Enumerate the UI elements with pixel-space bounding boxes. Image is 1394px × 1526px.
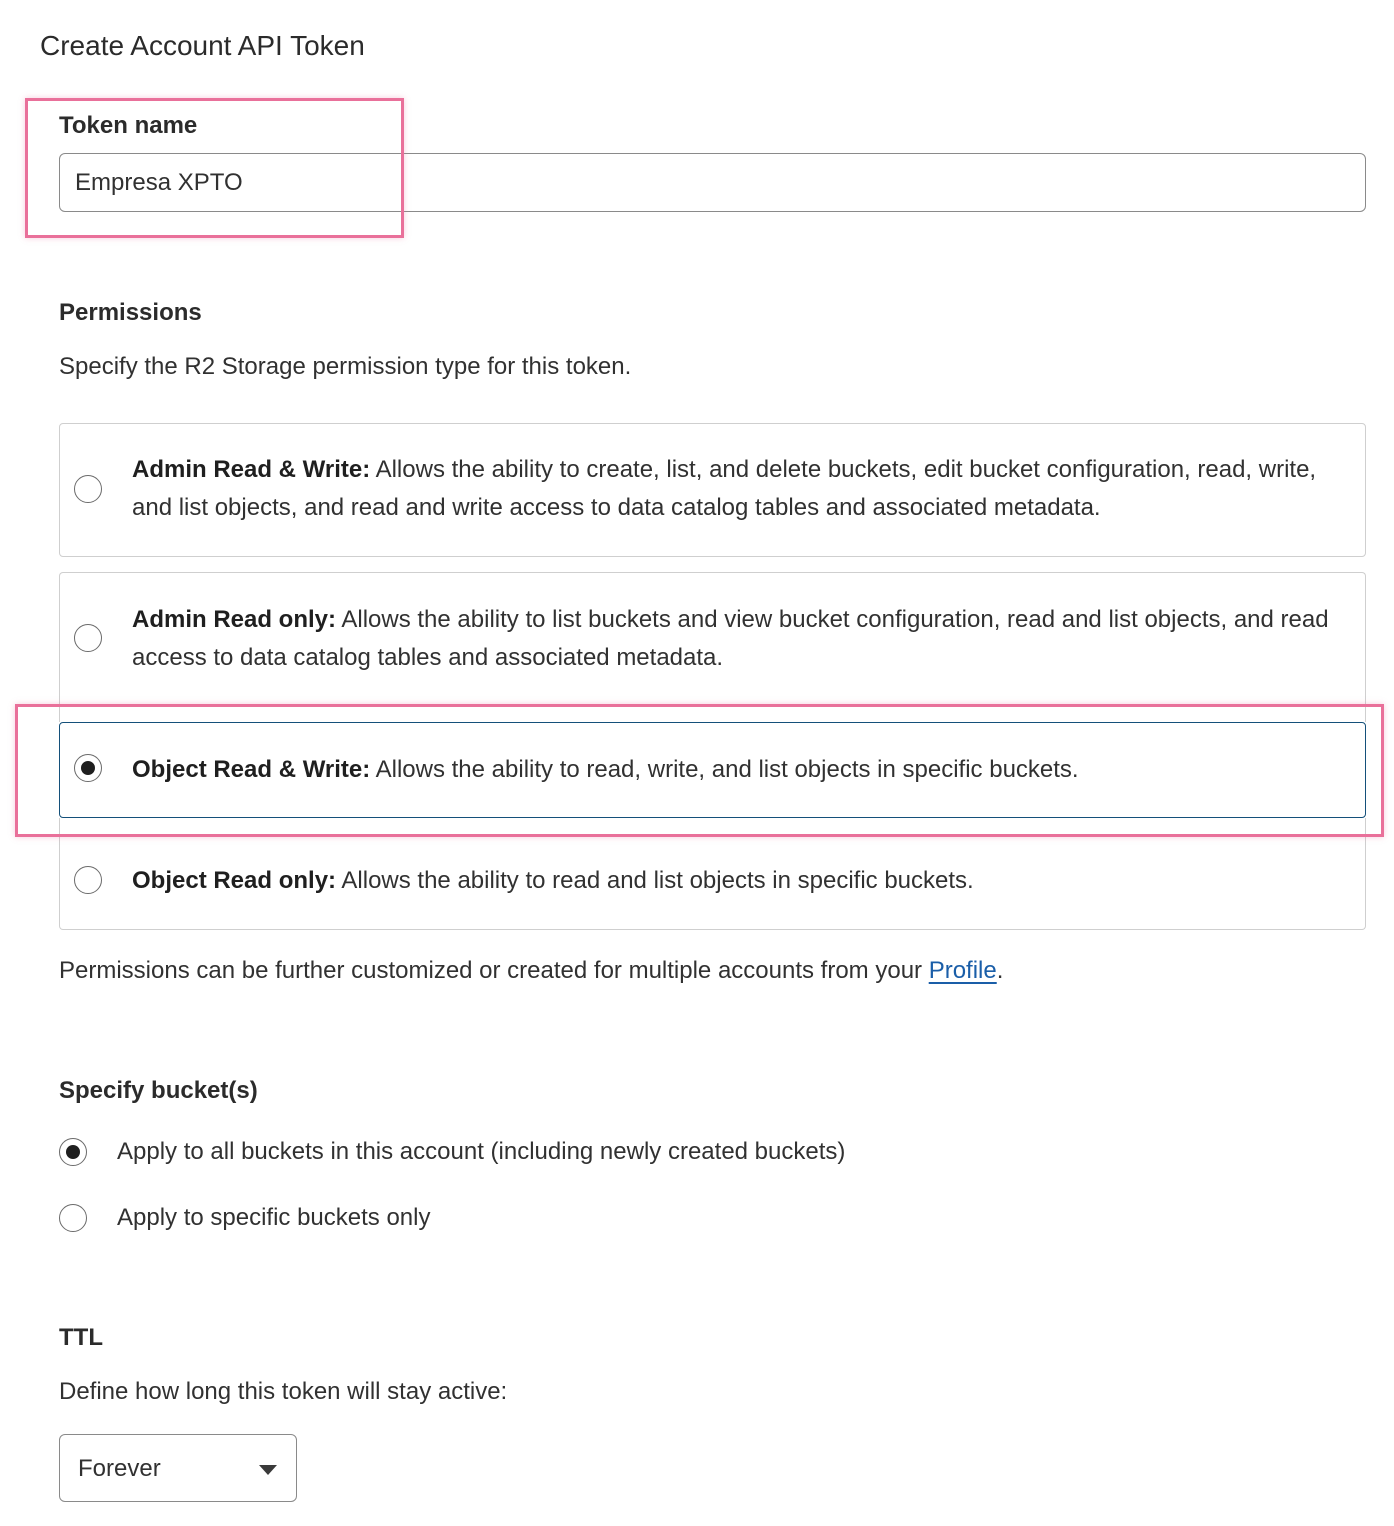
- permissions-footer: [59, 957, 1003, 985]
- radio-admin-read-only[interactable]: [74, 624, 102, 652]
- option-text-object-read-only: [132, 862, 1351, 900]
- profile-link[interactable]: Profile: [928, 957, 997, 984]
- chevron-down-icon: [259, 1465, 277, 1475]
- buckets-heading: Specify bucket(s): [59, 1077, 258, 1104]
- option-description: Allows the ability to list buckets and view bucket configuration, read and list objects, and read access to data catalog tables and associated metadata.: [132, 606, 1329, 671]
- radio-object-read-write[interactable]: [74, 754, 102, 782]
- permission-option-object-read-write[interactable]: [59, 722, 1366, 818]
- option-description: Allows the ability to create, list, and delete buckets, edit bucket configuration, read, write, and list objects, and read and write access to data catalog tables and associated metadata.: [132, 456, 1317, 521]
- permission-option-admin-read-only[interactable]: [59, 572, 1366, 722]
- option-text-object-read-write: [132, 751, 1351, 789]
- bucket-option-all-label: Apply to all buckets in this account (including newly created buckets): [117, 1138, 846, 1165]
- permission-option-admin-read-write[interactable]: [59, 423, 1366, 557]
- option-title: Admin Read & Write:: [132, 456, 371, 483]
- ttl-select-value: Forever: [78, 1455, 161, 1482]
- bucket-option-specific-label: Apply to specific buckets only: [117, 1204, 431, 1231]
- option-description: Allows the ability to read and list objects in specific buckets.: [336, 867, 974, 894]
- permissions-footer-suffix: .: [996, 957, 1004, 984]
- permissions-heading: Permissions: [59, 299, 202, 326]
- radio-all-buckets[interactable]: [59, 1138, 87, 1166]
- token-name-label: Token name: [59, 112, 198, 139]
- token-name-input[interactable]: [59, 153, 1366, 212]
- option-title: Admin Read only:: [132, 606, 337, 633]
- radio-object-read-only[interactable]: [74, 866, 102, 894]
- option-title: Object Read only:: [132, 867, 337, 894]
- radio-specific-buckets[interactable]: [59, 1204, 87, 1232]
- permissions-footer-text: Permissions can be further customized or created for multiple accounts from your: [59, 957, 929, 984]
- ttl-select[interactable]: [59, 1434, 297, 1502]
- option-text-admin-read-write: [132, 451, 1351, 527]
- permission-option-object-read-only[interactable]: [59, 818, 1366, 930]
- permissions-description: Specify the R2 Storage permission type for this token.: [59, 353, 632, 380]
- ttl-description: Define how long this token will stay active:: [59, 1378, 508, 1405]
- radio-admin-read-write[interactable]: [74, 475, 102, 503]
- page-title: Create Account API Token: [40, 30, 365, 61]
- option-title: Object Read & Write:: [132, 756, 371, 783]
- option-text-admin-read-only: [132, 601, 1351, 677]
- ttl-heading: TTL: [59, 1324, 103, 1351]
- option-description: Allows the ability to read, write, and list objects in specific buckets.: [370, 756, 1079, 783]
